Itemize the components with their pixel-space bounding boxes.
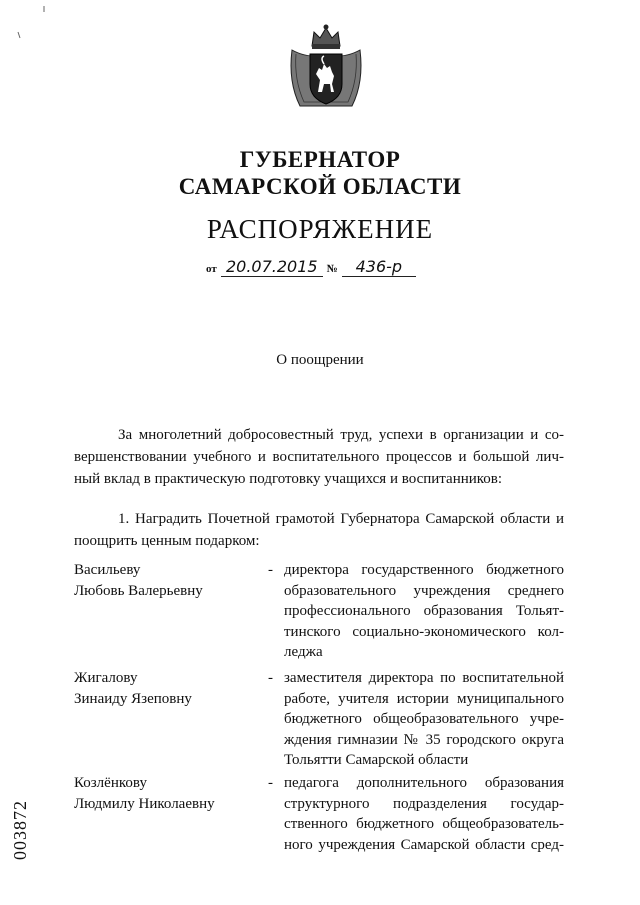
document-number: 436-р — [342, 258, 416, 277]
awardee-position — [284, 668, 564, 771]
entry-dash: - — [268, 670, 273, 686]
position-line: педагога дополнительного образования — [284, 775, 564, 791]
document-date-line — [206, 258, 416, 277]
item1-line: поощрить ценным подарком: — [74, 533, 260, 549]
position-line: образовательного учреждения среднего — [284, 582, 564, 599]
document-date: 20.07.2015 — [221, 258, 323, 277]
position-line: работе, учителя истории муниципального — [284, 690, 564, 707]
document-type: РАСПОРЯЖЕНИЕ — [206, 214, 434, 244]
position-line: заместителя директора по воспитательной — [284, 670, 564, 686]
position-line: Тольятти Самарской области — [284, 752, 469, 768]
archive-stamp-number: 003872 — [10, 800, 30, 860]
preamble-paragraph — [74, 424, 564, 490]
scan-specks — [0, 0, 60, 50]
preamble-line: За многолетний добросовестный труд, успехи в организации и со- — [118, 427, 564, 443]
document-subject: О поощрении — [276, 352, 364, 368]
organization-title-line2: САМАРСКОЙ ОБЛАСТИ — [178, 174, 462, 199]
position-line: бюджетного общеобразовательного учре- — [284, 711, 564, 727]
awardee-name — [74, 668, 264, 709]
awardee-surname: Жигалову — [74, 670, 138, 686]
position-line: ного учреждения Самарской области сред- — [284, 836, 564, 853]
position-line: профессионального образования Тольят- — [284, 603, 564, 619]
position-line: директора государственного бюджетного — [284, 562, 564, 578]
date-label: от — [206, 263, 217, 275]
awardee-given-names: Любовь Валерьевну — [74, 582, 203, 599]
awardee-position — [284, 773, 564, 855]
position-line: тинского социально-экономического кол- — [284, 623, 564, 640]
awardee-position — [284, 560, 564, 663]
awardee-surname: Козлёнкову — [74, 775, 147, 791]
awardee-name — [74, 773, 264, 814]
awardee-name — [74, 560, 264, 601]
position-line: ждения гимназии № 35 городского округа — [284, 731, 564, 748]
number-label: № — [326, 263, 338, 275]
item1-line: 1. Наградить Почетной грамотой Губернатора Самарской области и — [118, 511, 564, 527]
item1-paragraph — [74, 508, 564, 552]
entry-dash: - — [268, 775, 273, 791]
preamble-line: ный вклад в практическую подготовку учащихся и воспитанников: — [74, 471, 503, 487]
position-line: леджа — [284, 644, 323, 660]
coat-of-arms-emblem — [286, 22, 366, 114]
position-line: ственного бюджетного общеобразователь- — [284, 816, 564, 832]
entry-dash: - — [268, 562, 273, 578]
awardee-given-names: Людмилу Николаевну — [74, 795, 215, 812]
awardee-surname: Васильеву — [74, 562, 141, 578]
position-line: структурного подразделения государ- — [284, 795, 564, 812]
awardee-given-names: Зинаиду Язеповну — [74, 690, 192, 707]
organization-title-line1: ГУБЕРНАТОР — [239, 147, 401, 172]
preamble-line: вершенствовании учебного и воспитательного процессов и большой лич- — [74, 449, 564, 465]
